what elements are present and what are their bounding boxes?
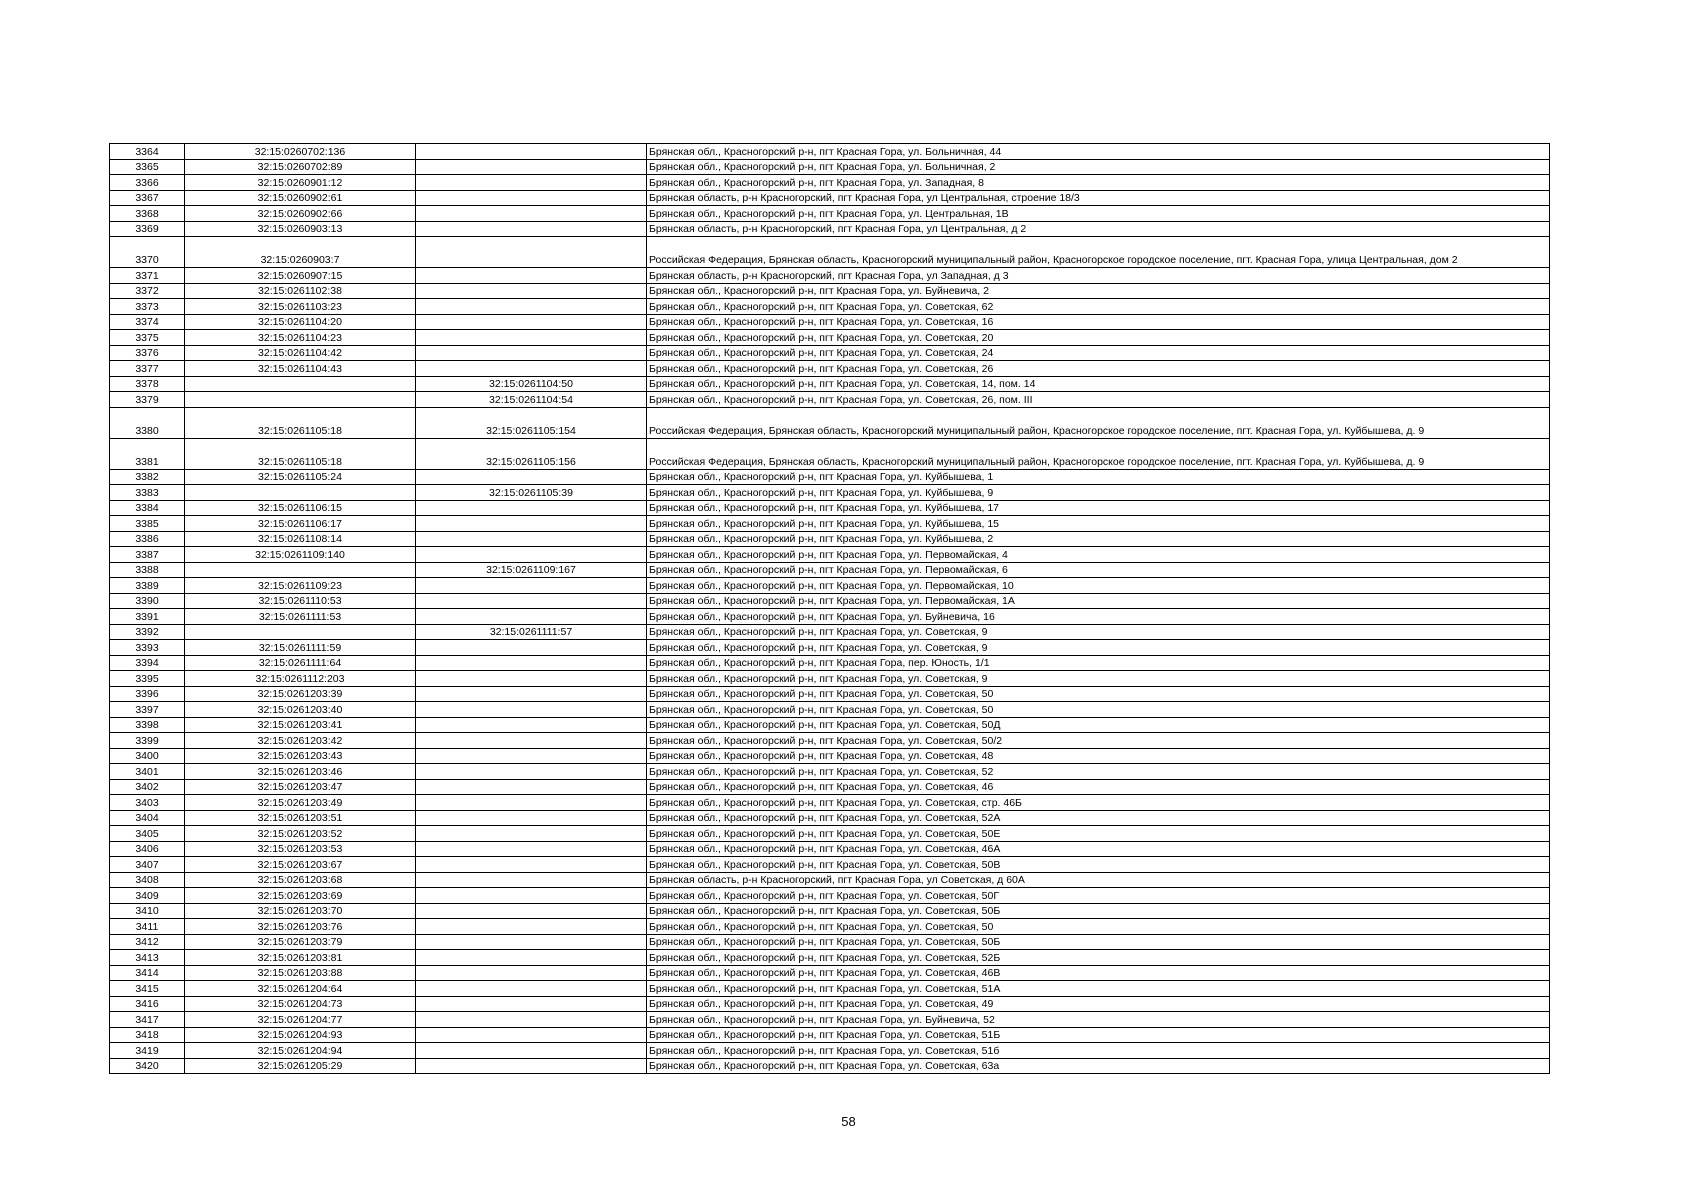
object-cadastral-number-cell	[416, 934, 647, 950]
address-cell: Брянская обл., Красногорский р-н, пгт Красная Гора, ул. Советская, 50Б	[647, 934, 1550, 950]
object-cadastral-number-cell	[416, 469, 647, 485]
address-cell: Брянская обл., Красногорский р-н, пгт Красная Гора, ул. Советская, 20	[647, 330, 1550, 346]
object-cadastral-number-cell	[416, 268, 647, 284]
cadastral-number-cell: 32:15:0260702:89	[185, 159, 416, 175]
row-number-cell: 3381	[110, 438, 185, 469]
object-cadastral-number-cell: 32:15:0261105:154	[416, 407, 647, 438]
row-number-cell: 3390	[110, 593, 185, 609]
address-cell: Брянская обл., Красногорский р-н, пгт Красная Гора, ул. Куйбышева, 2	[647, 531, 1550, 547]
table-row	[110, 361, 1550, 377]
object-cadastral-number-cell	[416, 221, 647, 237]
row-number-cell: 3380	[110, 407, 185, 438]
row-number-cell: 3398	[110, 717, 185, 733]
cadastral-number-cell: 32:15:0261203:49	[185, 795, 416, 811]
object-cadastral-number-cell	[416, 175, 647, 191]
object-cadastral-number-cell	[416, 996, 647, 1012]
address-cell: Брянская обл., Красногорский р-н, пгт Красная Гора, ул. Больничная, 44	[647, 144, 1550, 160]
row-number-cell: 3367	[110, 190, 185, 206]
object-cadastral-number-cell	[416, 950, 647, 966]
table-row	[110, 624, 1550, 640]
cadastral-number-cell: 32:15:0261203:81	[185, 950, 416, 966]
cadastral-number-cell: 32:15:0261204:64	[185, 981, 416, 997]
cadastral-number-cell: 32:15:0261111:59	[185, 640, 416, 656]
address-cell: Брянская обл., Красногорский р-н, пгт Красная Гора, ул. Советская, 51б	[647, 1043, 1550, 1059]
object-cadastral-number-cell	[416, 299, 647, 315]
address-cell: Российская Федерация, Брянская область, Красногорский муниципальный район, Красногорское городское поселение, пгт. Красная Гора, улица Центральная, дом 2	[647, 237, 1550, 268]
address-cell: Брянская обл., Красногорский р-н, пгт Красная Гора, ул. Советская, 14, пом. 14	[647, 376, 1550, 392]
address-cell: Брянская обл., Красногорский р-н, пгт Красная Гора, ул. Советская, 50Е	[647, 826, 1550, 842]
address-cell: Брянская обл., Красногорский р-н, пгт Красная Гора, ул. Буйневича, 16	[647, 609, 1550, 625]
row-number-cell: 3364	[110, 144, 185, 160]
address-cell: Брянская область, р-н Красногорский, пгт Красная Гора, ул Центральная, д 2	[647, 221, 1550, 237]
object-cadastral-number-cell	[416, 361, 647, 377]
cadastral-number-cell: 32:15:0261203:53	[185, 841, 416, 857]
table-row	[110, 903, 1550, 919]
address-cell: Брянская обл., Красногорский р-н, пгт Красная Гора, ул. Советская, 50Б	[647, 903, 1550, 919]
address-cell: Брянская обл., Красногорский р-н, пгт Красная Гора, ул. Советская, 51А	[647, 981, 1550, 997]
table-row	[110, 640, 1550, 656]
cadastral-number-cell: 32:15:0261104:43	[185, 361, 416, 377]
cadastral-number-cell: 32:15:0261203:79	[185, 934, 416, 950]
object-cadastral-number-cell	[416, 872, 647, 888]
address-cell: Брянская обл., Красногорский р-н, пгт Красная Гора, ул. Советская, 50	[647, 702, 1550, 718]
object-cadastral-number-cell	[416, 686, 647, 702]
cadastral-number-cell: 32:15:0261203:47	[185, 779, 416, 795]
object-cadastral-number-cell: 32:15:0261104:50	[416, 376, 647, 392]
address-cell: Брянская обл., Красногорский р-н, пгт Красная Гора, ул. Советская, 46А	[647, 841, 1550, 857]
table-row	[110, 438, 1550, 469]
row-number-cell: 3369	[110, 221, 185, 237]
row-number-cell: 3371	[110, 268, 185, 284]
row-number-cell: 3373	[110, 299, 185, 315]
cadastral-number-cell: 32:15:0261112:203	[185, 671, 416, 687]
cadastral-number-cell: 32:15:0261203:43	[185, 748, 416, 764]
cadastral-number-cell: 32:15:0261203:69	[185, 888, 416, 904]
address-cell: Брянская обл., Красногорский р-н, пгт Красная Гора, ул. Советская, 9	[647, 671, 1550, 687]
address-cell: Брянская обл., Красногорский р-н, пгт Красная Гора, ул. Советская, 63а	[647, 1058, 1550, 1074]
cadastral-number-cell: 32:15:0261204:77	[185, 1012, 416, 1028]
table-row	[110, 764, 1550, 780]
object-cadastral-number-cell	[416, 237, 647, 268]
address-cell: Брянская обл., Красногорский р-н, пгт Красная Гора, ул. Советская, 46В	[647, 965, 1550, 981]
cadastral-number-cell: 32:15:0261203:68	[185, 872, 416, 888]
address-cell: Российская Федерация, Брянская область, Красногорский муниципальный район, Красногорское городское поселение, пгт. Красная Гора, ул. Куйбышева, д. 9	[647, 438, 1550, 469]
address-cell: Брянская обл., Красногорский р-н, пгт Красная Гора, ул. Советская, 9	[647, 624, 1550, 640]
object-cadastral-number-cell	[416, 919, 647, 935]
object-cadastral-number-cell: 32:15:0261111:57	[416, 624, 647, 640]
table-row	[110, 175, 1550, 191]
cadastral-number-cell: 32:15:0261110:53	[185, 593, 416, 609]
cadastral-number-cell: 32:15:0261102:38	[185, 283, 416, 299]
object-cadastral-number-cell: 32:15:0261104:54	[416, 392, 647, 408]
row-number-cell: 3375	[110, 330, 185, 346]
object-cadastral-number-cell	[416, 190, 647, 206]
address-cell: Брянская обл., Красногорский р-н, пгт Красная Гора, ул. Советская, стр. 46Б	[647, 795, 1550, 811]
row-number-cell: 3417	[110, 1012, 185, 1028]
object-cadastral-number-cell	[416, 733, 647, 749]
address-cell: Брянская обл., Красногорский р-н, пгт Красная Гора, ул. Первомайская, 10	[647, 578, 1550, 594]
address-cell: Брянская обл., Красногорский р-н, пгт Красная Гора, ул. Куйбышева, 9	[647, 485, 1550, 501]
address-cell: Брянская обл., Красногорский р-н, пгт Красная Гора, ул. Советская, 24	[647, 345, 1550, 361]
table-row	[110, 314, 1550, 330]
row-number-cell: 3378	[110, 376, 185, 392]
address-cell: Брянская обл., Красногорский р-н, пгт Красная Гора, ул. Советская, 50	[647, 686, 1550, 702]
address-cell: Брянская обл., Красногорский р-н, пгт Красная Гора, ул. Советская, 50Д	[647, 717, 1550, 733]
cadastral-number-cell: 32:15:0261203:39	[185, 686, 416, 702]
object-cadastral-number-cell	[416, 655, 647, 671]
object-cadastral-number-cell: 32:15:0261109:167	[416, 562, 647, 578]
address-cell: Брянская обл., Красногорский р-н, пгт Красная Гора, ул. Первомайская, 4	[647, 547, 1550, 563]
address-cell: Брянская обл., Красногорский р-н, пгт Красная Гора, ул. Центральная, 1В	[647, 206, 1550, 222]
object-cadastral-number-cell	[416, 206, 647, 222]
address-cell: Брянская обл., Красногорский р-н, пгт Красная Гора, ул. Больничная, 2	[647, 159, 1550, 175]
row-number-cell: 3366	[110, 175, 185, 191]
object-cadastral-number-cell	[416, 903, 647, 919]
address-cell: Брянская обл., Красногорский р-н, пгт Красная Гора, ул. Советская, 9	[647, 640, 1550, 656]
cadastral-number-cell: 32:15:0261203:52	[185, 826, 416, 842]
object-cadastral-number-cell	[416, 857, 647, 873]
table-row	[110, 485, 1550, 501]
cadastral-number-cell	[185, 392, 416, 408]
address-cell: Брянская обл., Красногорский р-н, пгт Красная Гора, ул. Советская, 52А	[647, 810, 1550, 826]
table-row	[110, 345, 1550, 361]
address-cell: Брянская обл., Красногорский р-н, пгт Красная Гора, ул. Буйневича, 52	[647, 1012, 1550, 1028]
object-cadastral-number-cell	[416, 702, 647, 718]
address-cell: Брянская область, р-н Красногорский, пгт Красная Гора, ул Западная, д 3	[647, 268, 1550, 284]
cadastral-number-cell: 32:15:0261203:41	[185, 717, 416, 733]
cadastral-number-cell: 32:15:0261103:23	[185, 299, 416, 315]
object-cadastral-number-cell	[416, 981, 647, 997]
address-cell: Брянская обл., Красногорский р-н, пгт Красная Гора, ул. Западная, 8	[647, 175, 1550, 191]
row-number-cell: 3388	[110, 562, 185, 578]
table-row	[110, 500, 1550, 516]
table-row	[110, 469, 1550, 485]
object-cadastral-number-cell	[416, 609, 647, 625]
cadastral-number-cell: 32:15:0261109:23	[185, 578, 416, 594]
cadastral-number-cell: 32:15:0261111:64	[185, 655, 416, 671]
address-cell: Брянская обл., Красногорский р-н, пгт Красная Гора, ул. Советская, 26	[647, 361, 1550, 377]
table-row	[110, 1027, 1550, 1043]
cadastral-number-cell: 32:15:0261105:24	[185, 469, 416, 485]
cadastral-number-cell: 32:15:0260902:61	[185, 190, 416, 206]
table-row	[110, 841, 1550, 857]
table-row	[110, 1058, 1550, 1074]
object-cadastral-number-cell	[416, 810, 647, 826]
row-number-cell: 3409	[110, 888, 185, 904]
address-cell: Брянская обл., Красногорский р-н, пгт Красная Гора, ул. Советская, 62	[647, 299, 1550, 315]
row-number-cell: 3416	[110, 996, 185, 1012]
table-row	[110, 531, 1550, 547]
object-cadastral-number-cell	[416, 1043, 647, 1059]
cadastral-number-cell: 32:15:0261203:46	[185, 764, 416, 780]
object-cadastral-number-cell	[416, 516, 647, 532]
row-number-cell: 3368	[110, 206, 185, 222]
table-row	[110, 299, 1550, 315]
property-table	[109, 143, 1550, 1074]
address-cell: Брянская область, р-н Красногорский, пгт Красная Гора, ул Центральная, строение 18/3	[647, 190, 1550, 206]
row-number-cell: 3392	[110, 624, 185, 640]
cadastral-number-cell: 32:15:0260907:15	[185, 268, 416, 284]
table-row	[110, 144, 1550, 160]
table-row	[110, 919, 1550, 935]
table-row	[110, 376, 1550, 392]
table-row	[110, 237, 1550, 268]
object-cadastral-number-cell	[416, 314, 647, 330]
object-cadastral-number-cell	[416, 1058, 647, 1074]
row-number-cell: 3414	[110, 965, 185, 981]
page-number: 58	[841, 1114, 856, 1129]
row-number-cell: 3374	[110, 314, 185, 330]
table-row	[110, 702, 1550, 718]
table-row	[110, 717, 1550, 733]
address-cell: Брянская обл., Красногорский р-н, пгт Красная Гора, ул. Советская, 26, пом. III	[647, 392, 1550, 408]
row-number-cell: 3418	[110, 1027, 185, 1043]
cadastral-number-cell	[185, 485, 416, 501]
table-row	[110, 810, 1550, 826]
table-row	[110, 221, 1550, 237]
object-cadastral-number-cell	[416, 826, 647, 842]
object-cadastral-number-cell	[416, 500, 647, 516]
address-cell: Брянская обл., Красногорский р-н, пгт Красная Гора, ул. Советская, 16	[647, 314, 1550, 330]
row-number-cell: 3385	[110, 516, 185, 532]
row-number-cell: 3401	[110, 764, 185, 780]
row-number-cell: 3412	[110, 934, 185, 950]
address-cell: Брянская обл., Красногорский р-н, пгт Красная Гора, ул. Советская, 52	[647, 764, 1550, 780]
cadastral-number-cell: 32:15:0260903:7	[185, 237, 416, 268]
object-cadastral-number-cell	[416, 578, 647, 594]
row-number-cell: 3419	[110, 1043, 185, 1059]
object-cadastral-number-cell	[416, 159, 647, 175]
address-cell: Брянская обл., Красногорский р-н, пгт Красная Гора, ул. Куйбышева, 1	[647, 469, 1550, 485]
address-cell: Брянская обл., Красногорский р-н, пгт Красная Гора, ул. Первомайская, 6	[647, 562, 1550, 578]
cadastral-number-cell: 32:15:0261203:40	[185, 702, 416, 718]
object-cadastral-number-cell	[416, 283, 647, 299]
row-number-cell: 3404	[110, 810, 185, 826]
address-cell: Брянская обл., Красногорский р-н, пгт Красная Гора, ул. Советская, 48	[647, 748, 1550, 764]
row-number-cell: 3394	[110, 655, 185, 671]
address-cell: Брянская обл., Красногорский р-н, пгт Красная Гора, ул. Советская, 46	[647, 779, 1550, 795]
address-cell: Брянская обл., Красногорский р-н, пгт Красная Гора, ул. Советская, 50В	[647, 857, 1550, 873]
table-row	[110, 888, 1550, 904]
address-cell: Брянская обл., Красногорский р-н, пгт Красная Гора, ул. Куйбышева, 17	[647, 500, 1550, 516]
cadastral-number-cell	[185, 376, 416, 392]
address-cell: Брянская обл., Красногорский р-н, пгт Красная Гора, ул. Первомайская, 1А	[647, 593, 1550, 609]
table-row	[110, 857, 1550, 873]
address-cell: Брянская обл., Красногорский р-н, пгт Красная Гора, ул. Советская, 50	[647, 919, 1550, 935]
row-number-cell: 3408	[110, 872, 185, 888]
object-cadastral-number-cell	[416, 1012, 647, 1028]
row-number-cell: 3391	[110, 609, 185, 625]
object-cadastral-number-cell	[416, 717, 647, 733]
cadastral-number-cell: 32:15:0261203:88	[185, 965, 416, 981]
row-number-cell: 3387	[110, 547, 185, 563]
table-row	[110, 392, 1550, 408]
row-number-cell: 3382	[110, 469, 185, 485]
table-row	[110, 733, 1550, 749]
cadastral-number-cell: 32:15:0261104:42	[185, 345, 416, 361]
object-cadastral-number-cell	[416, 1027, 647, 1043]
object-cadastral-number-cell	[416, 593, 647, 609]
table-row	[110, 283, 1550, 299]
cadastral-number-cell: 32:15:0261203:51	[185, 810, 416, 826]
table-row	[110, 407, 1550, 438]
cadastral-number-cell: 32:15:0260903:13	[185, 221, 416, 237]
address-cell: Брянская обл., Красногорский р-н, пгт Красная Гора, ул. Куйбышева, 15	[647, 516, 1550, 532]
object-cadastral-number-cell	[416, 888, 647, 904]
row-number-cell: 3397	[110, 702, 185, 718]
cadastral-number-cell: 32:15:0261203:70	[185, 903, 416, 919]
object-cadastral-number-cell	[416, 779, 647, 795]
cadastral-number-cell: 32:15:0260901:12	[185, 175, 416, 191]
table-row	[110, 268, 1550, 284]
table-row	[110, 981, 1550, 997]
row-number-cell: 3384	[110, 500, 185, 516]
table-row	[110, 330, 1550, 346]
row-number-cell: 3370	[110, 237, 185, 268]
cadastral-number-cell: 32:15:0261109:140	[185, 547, 416, 563]
row-number-cell: 3383	[110, 485, 185, 501]
address-cell: Брянская обл., Красногорский р-н, пгт Красная Гора, ул. Советская, 50Г	[647, 888, 1550, 904]
object-cadastral-number-cell	[416, 795, 647, 811]
table-row	[110, 748, 1550, 764]
row-number-cell: 3365	[110, 159, 185, 175]
row-number-cell: 3372	[110, 283, 185, 299]
row-number-cell: 3399	[110, 733, 185, 749]
cadastral-number-cell	[185, 624, 416, 640]
cadastral-number-cell: 32:15:0261204:73	[185, 996, 416, 1012]
table-row	[110, 950, 1550, 966]
cadastral-number-cell: 32:15:0261104:23	[185, 330, 416, 346]
table-row	[110, 1012, 1550, 1028]
table-row	[110, 547, 1550, 563]
row-number-cell: 3410	[110, 903, 185, 919]
cadastral-number-cell: 32:15:0261105:18	[185, 407, 416, 438]
cadastral-number-cell: 32:15:0261106:15	[185, 500, 416, 516]
table-row	[110, 516, 1550, 532]
table-row	[110, 562, 1550, 578]
row-number-cell: 3377	[110, 361, 185, 377]
object-cadastral-number-cell	[416, 640, 647, 656]
row-number-cell: 3396	[110, 686, 185, 702]
cadastral-number-cell: 32:15:0261108:14	[185, 531, 416, 547]
row-number-cell: 3386	[110, 531, 185, 547]
table-row	[110, 1043, 1550, 1059]
table-row	[110, 190, 1550, 206]
table-row	[110, 578, 1550, 594]
row-number-cell: 3379	[110, 392, 185, 408]
row-number-cell: 3395	[110, 671, 185, 687]
table-row	[110, 795, 1550, 811]
row-number-cell: 3389	[110, 578, 185, 594]
cadastral-number-cell: 32:15:0260902:66	[185, 206, 416, 222]
row-number-cell: 3415	[110, 981, 185, 997]
cadastral-number-cell: 32:15:0260702:136	[185, 144, 416, 160]
cadastral-number-cell: 32:15:0261203:42	[185, 733, 416, 749]
object-cadastral-number-cell	[416, 965, 647, 981]
address-cell: Брянская обл., Красногорский р-н, пгт Красная Гора, пер. Юность, 1/1	[647, 655, 1550, 671]
table-row	[110, 965, 1550, 981]
row-number-cell: 3413	[110, 950, 185, 966]
table-row	[110, 609, 1550, 625]
row-number-cell: 3407	[110, 857, 185, 873]
row-number-cell: 3393	[110, 640, 185, 656]
row-number-cell: 3406	[110, 841, 185, 857]
cadastral-number-cell: 32:15:0261205:29	[185, 1058, 416, 1074]
table-row	[110, 779, 1550, 795]
table-row	[110, 934, 1550, 950]
table-row	[110, 206, 1550, 222]
object-cadastral-number-cell	[416, 531, 647, 547]
table-row	[110, 671, 1550, 687]
row-number-cell: 3402	[110, 779, 185, 795]
row-number-cell: 3400	[110, 748, 185, 764]
table-row	[110, 686, 1550, 702]
object-cadastral-number-cell	[416, 748, 647, 764]
property-table-body	[110, 144, 1550, 1074]
table-row	[110, 996, 1550, 1012]
address-cell: Брянская обл., Красногорский р-н, пгт Красная Гора, ул. Советская, 50/2	[647, 733, 1550, 749]
table-row	[110, 826, 1550, 842]
row-number-cell: 3420	[110, 1058, 185, 1074]
cadastral-number-cell	[185, 562, 416, 578]
object-cadastral-number-cell	[416, 547, 647, 563]
address-cell: Брянская обл., Красногорский р-н, пгт Красная Гора, ул. Советская, 52Б	[647, 950, 1550, 966]
row-number-cell: 3376	[110, 345, 185, 361]
object-cadastral-number-cell: 32:15:0261105:156	[416, 438, 647, 469]
object-cadastral-number-cell	[416, 764, 647, 780]
object-cadastral-number-cell	[416, 330, 647, 346]
object-cadastral-number-cell	[416, 671, 647, 687]
cadastral-number-cell: 32:15:0261106:17	[185, 516, 416, 532]
cadastral-number-cell: 32:15:0261204:94	[185, 1043, 416, 1059]
object-cadastral-number-cell	[416, 841, 647, 857]
address-cell: Брянская обл., Красногорский р-н, пгт Красная Гора, ул. Советская, 49	[647, 996, 1550, 1012]
object-cadastral-number-cell: 32:15:0261105:39	[416, 485, 647, 501]
row-number-cell: 3411	[110, 919, 185, 935]
address-cell: Российская Федерация, Брянская область, Красногорский муниципальный район, Красногорское городское поселение, пгт. Красная Гора, ул. Куйбышева, д. 9	[647, 407, 1550, 438]
cadastral-number-cell: 32:15:0261203:76	[185, 919, 416, 935]
cadastral-number-cell: 32:15:0261111:53	[185, 609, 416, 625]
row-number-cell: 3405	[110, 826, 185, 842]
address-cell: Брянская область, р-н Красногорский, пгт Красная Гора, ул Советская, д 60А	[647, 872, 1550, 888]
address-cell: Брянская обл., Красногорский р-н, пгт Красная Гора, ул. Советская, 51Б	[647, 1027, 1550, 1043]
cadastral-number-cell: 32:15:0261203:67	[185, 857, 416, 873]
table-row	[110, 159, 1550, 175]
table-row	[110, 872, 1550, 888]
row-number-cell: 3403	[110, 795, 185, 811]
address-cell: Брянская обл., Красногорский р-н, пгт Красная Гора, ул. Буйневича, 2	[647, 283, 1550, 299]
table-row	[110, 593, 1550, 609]
object-cadastral-number-cell	[416, 144, 647, 160]
cadastral-number-cell: 32:15:0261204:93	[185, 1027, 416, 1043]
table-row	[110, 655, 1550, 671]
cadastral-number-cell: 32:15:0261104:20	[185, 314, 416, 330]
cadastral-number-cell: 32:15:0261105:18	[185, 438, 416, 469]
object-cadastral-number-cell	[416, 345, 647, 361]
